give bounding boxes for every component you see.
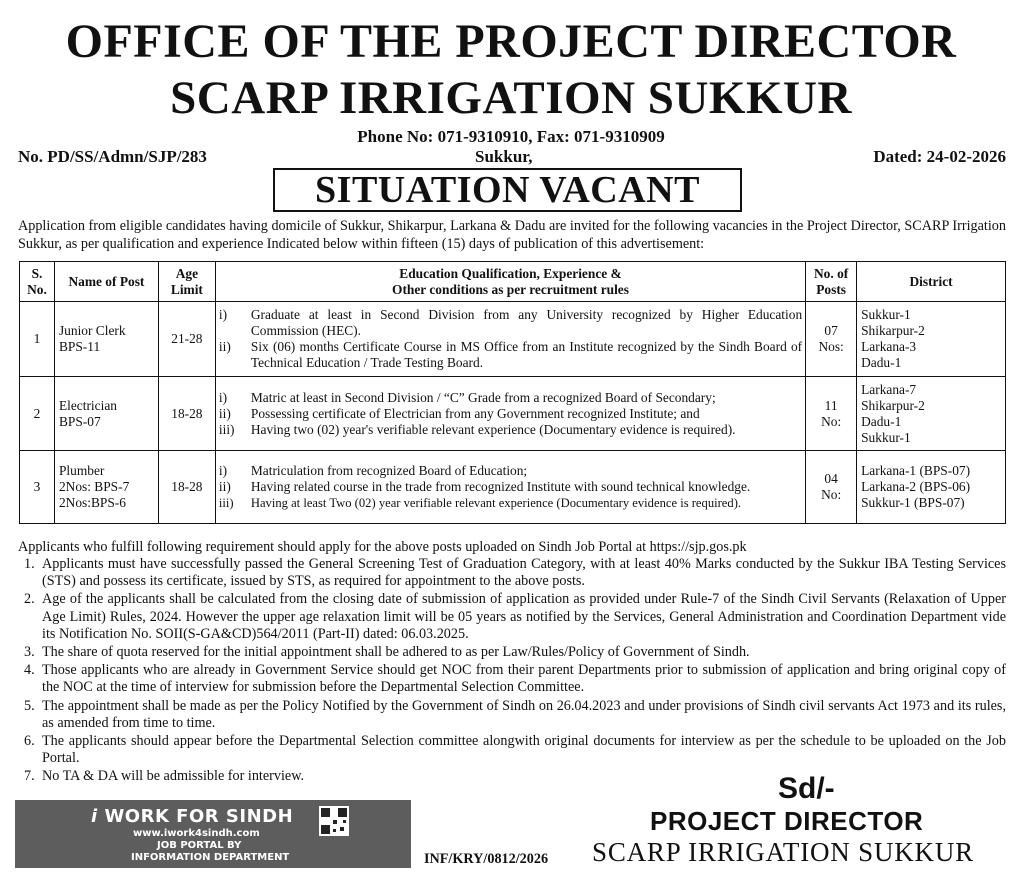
list-item: [18, 733, 1006, 767]
cell-posts: [806, 302, 857, 377]
cell-district: [857, 451, 1006, 524]
portal-url: www.iwork4sindh.com: [133, 828, 260, 839]
item-text: The share of quota reserved for the initial appointment shall be adhered to as per Law/Rules/Policy of Government of Sindh.: [42, 644, 750, 661]
header-age: Age Limit: [158, 262, 215, 302]
situation-vacant-heading: SITUATION VACANT: [273, 168, 742, 212]
posts-number: 04: [824, 471, 838, 486]
table-row: [20, 377, 1006, 451]
item-text: The applicants should appear before the Departmental Selection committee alongwith original documents for interview as per the schedule to be uploaded on the Job Portal.: [42, 733, 1006, 767]
item-number: 2.: [24, 591, 35, 608]
condition-text: Having at least Two (02) year verifiable relevant experience (Documentary evidence is required).: [250, 496, 742, 510]
district-item: Larkana-3: [861, 339, 917, 354]
header-education: [215, 262, 805, 302]
district-item: Shikarpur-2: [861, 397, 925, 413]
vacancy-table: [19, 261, 1006, 524]
condition-item: [219, 422, 802, 438]
table-header-row: [20, 262, 1006, 302]
office-title: OFFICE OF THE PROJECT DIRECTOR: [65, 15, 957, 68]
post-bps: BPS-07: [58, 413, 101, 429]
item-number: 7.: [24, 768, 35, 785]
condition-index: i): [218, 307, 228, 322]
cell-post: [54, 302, 158, 377]
item-text: The appointment shall be made as per the Policy Notified by the Government of Sindh on 26.04.2023 and under provisions of Sindh civil servants Act 1973 and its rules, as amended from time to time.: [42, 697, 1006, 731]
posts-number: 07: [824, 323, 838, 338]
list-item: [18, 556, 1006, 590]
item-text: Those applicants who are already in Government Service should get NOC from their parent Departments prior to submission of application and bring original copy of the NOC at the time of interview for submission before the Departmental Selection Committee.: [42, 662, 1006, 696]
condition-index: iii): [218, 421, 235, 437]
item-text: Applicants must have successfully passed the General Screening Test of Graduation Category, with at least 40% Marks conducted by the Sukkur IBA Testing Services (STS) and possess its certificate, issued by STS, as required for appointment to the above posts.: [42, 556, 1006, 590]
table-row: [20, 302, 1006, 377]
posts-unit: Nos:: [818, 339, 844, 354]
header-education-line1: Education Qualification, Experience &: [399, 265, 622, 281]
cell-age: 18-28: [158, 377, 215, 451]
item-text: Age of the applicants shall be calculated from the closing date of submission of application as provided under Rule-7 of the Sindh Civil Servants (Relaxation of Upper Age Limit) Rules, 2024. However the upper age relaxation limit will be 05 years as notified by the Services, General Administration and Coordination Department vide its Notification No. SOII(S-GA&CD)564/2011 (Part-II) dated: 06.03.2025.: [42, 591, 1006, 642]
condition-index: ii): [218, 405, 231, 421]
cell-sno: 3: [20, 451, 55, 524]
city-label: Sukkur,: [475, 147, 533, 166]
header-posts: No. of Posts: [806, 262, 857, 302]
post-name: Junior Clerk: [58, 323, 126, 338]
iwork-logo: [91, 806, 293, 827]
cell-conditions: [215, 451, 805, 524]
qr-code-icon: [319, 806, 349, 836]
table-row: [20, 451, 1006, 524]
cell-age: 18-28: [158, 451, 215, 524]
condition-item: [219, 479, 802, 495]
post-name: Electrician: [58, 397, 117, 413]
list-item: [18, 698, 1006, 732]
inf-number: INF/KRY/0812/2026: [424, 851, 549, 867]
signature-mark: Sd/-: [778, 772, 835, 805]
cell-posts: [806, 451, 857, 524]
condition-text: Graduate at least in Second Division from any University recognized by Higher Education Commission (HEC).: [250, 307, 803, 338]
condition-item: [219, 307, 802, 339]
condition-index: ii): [218, 479, 231, 494]
cell-post: [54, 451, 158, 524]
item-number: 4.: [24, 662, 35, 679]
portal-line2: INFORMATION DEPARTMENT: [131, 852, 290, 863]
apply-heading: Applicants who fulfill following requirement should apply for the above posts uploaded on Sindh Job Portal at https://sjp.gos.pk: [18, 539, 747, 555]
post-bps: BPS-11: [58, 339, 101, 354]
condition-text: Matric at least in Second Division / “C” Grade from a recognized Board of Secondary;: [250, 389, 716, 405]
header-post: Name of Post: [54, 262, 158, 302]
condition-text: Having two (02) year's verifiable relevant experience (Documentary evidence is required).: [250, 421, 736, 437]
condition-item: [219, 390, 802, 406]
phone-fax: Phone No: 071-9310910, Fax: 071-9310909: [357, 127, 665, 146]
list-item: [18, 768, 1006, 785]
district-item: Sukkur-1: [861, 307, 911, 322]
requirements-list: [18, 556, 1006, 787]
cell-conditions: [215, 377, 805, 451]
condition-text: Possessing certificate of Electrician from any Government recognized Institute; and: [250, 405, 700, 421]
item-number: 5.: [24, 697, 35, 714]
portal-line1: JOB PORTAL BY: [157, 840, 242, 851]
item-number: 1.: [24, 556, 35, 572]
cell-district: [857, 377, 1006, 451]
district-item: Larkana-2 (BPS-06): [861, 479, 971, 494]
cell-sno: 1: [20, 302, 55, 377]
district-item: Shikarpur-2: [861, 323, 925, 338]
list-item: [18, 644, 1006, 661]
condition-item: [219, 463, 802, 479]
item-text: No TA & DA will be admissible for interview.: [42, 768, 305, 785]
condition-item: [219, 339, 802, 371]
cell-posts: [806, 377, 857, 451]
item-number: 6.: [24, 733, 35, 750]
cell-district: [857, 302, 1006, 377]
header-district: District: [857, 262, 1006, 302]
office-subtitle: SCARP IRRIGATION SUKKUR: [170, 72, 852, 124]
condition-index: iii): [218, 496, 234, 510]
condition-item: [219, 406, 802, 422]
posts-unit: No:: [821, 487, 842, 502]
district-item: Larkana-1 (BPS-07): [861, 463, 971, 478]
cell-age: 21-28: [158, 302, 215, 377]
district-item: Sukkur-1 (BPS-07): [861, 495, 965, 510]
cell-conditions: [215, 302, 805, 377]
district-item: Sukkur-1: [861, 429, 911, 445]
district-item: Dadu-1: [861, 413, 902, 429]
signatory-designation: PROJECT DIRECTOR: [650, 806, 924, 836]
condition-text: Six (06) months Certificate Course in MS Office from an Institute recognized by the Sindh Board of Technical Education / Trade Testing Board.: [250, 339, 803, 370]
district-item: Larkana-7: [861, 381, 917, 397]
condition-text: Having related course in the trade from recognized Institute with sound technical knowledge.: [250, 479, 751, 494]
condition-item: [219, 495, 802, 511]
condition-text: Matriculation from recognized Board of Education;: [250, 463, 528, 478]
condition-index: ii): [218, 339, 231, 354]
reference-number: No. PD/SS/Admn/SJP/283: [18, 147, 207, 166]
header-sno: S. No.: [20, 262, 55, 302]
list-item: [18, 662, 1006, 696]
list-item: [18, 591, 1006, 643]
header-education-line2: Other conditions as per recruitment rules: [392, 281, 629, 297]
post-name: Plumber: [58, 463, 105, 478]
job-portal-banner: [15, 800, 411, 868]
condition-index: i): [218, 389, 228, 405]
logo-text: WORK FOR SINDH: [104, 806, 294, 827]
posts-number: 11: [824, 397, 838, 413]
intro-paragraph: Application from eligible candidates having domicile of Sukkur, Shikarpur, Larkana & Dadu are invited for the following vacancies in the Project Director, SCARP Irrigation Sukkur, as per qualification and experience Indicated below within fifteen (15) days of publication of this advertisement:: [18, 218, 1006, 252]
cell-post: [54, 377, 158, 451]
post-bps-second: 2Nos:BPS-6: [58, 495, 126, 510]
signatory-office: SCARP IRRIGATION SUKKUR: [592, 837, 974, 867]
post-bps: 2Nos: BPS-7: [58, 479, 130, 494]
cell-sno: 2: [20, 377, 55, 451]
posts-unit: No:: [821, 413, 842, 429]
date-label: Dated: 24-02-2026: [873, 147, 1006, 166]
item-number: 3.: [24, 644, 35, 661]
district-item: Dadu-1: [861, 355, 902, 370]
condition-index: i): [218, 463, 228, 478]
logo-i-mark: i: [91, 806, 98, 827]
